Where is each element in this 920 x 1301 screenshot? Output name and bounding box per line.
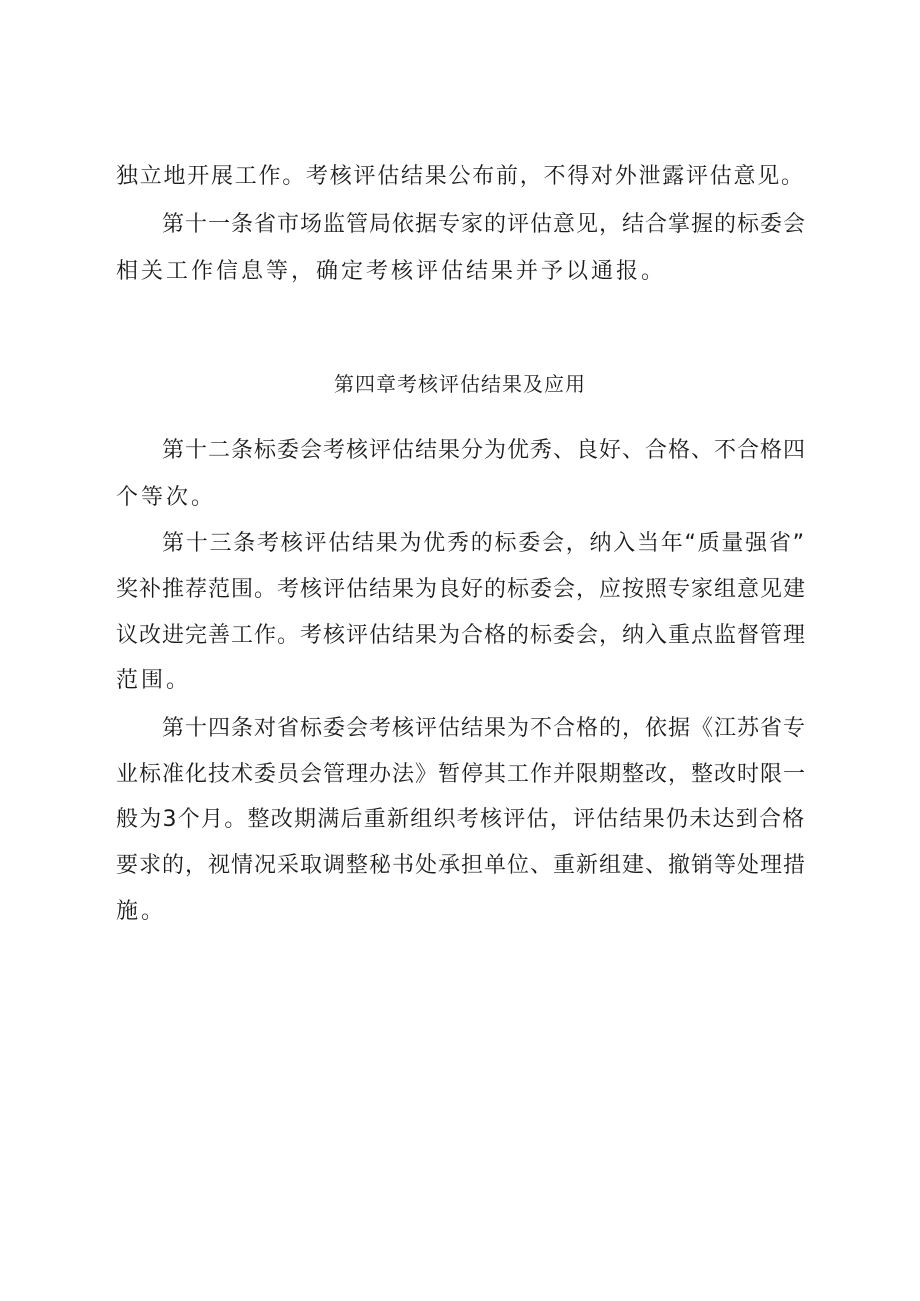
text-line-article-10-tail: 独立地开展工作。考核评估结果公布前，不得对外泄露评估意见。 — [116, 164, 805, 189]
text-line-article-14: 第十四条对省标委会考核评估结果为不合格的，依据《江苏省专 — [162, 716, 807, 741]
text-line-article-11: 第十一条省市场监管局依据专家的评估意见，结合掌握的标委会 — [162, 212, 807, 237]
text-line-article-13-cont-2: 议改进完善工作。考核评估结果为合格的标委会，纳入重点监督管理 — [116, 623, 807, 648]
text-line-article-13-cont-3: 范围。 — [116, 668, 192, 693]
text-line-article-14-cont-1: 业标准化技术委员会管理办法》暂停其工作并限期整改，整改时限一 — [116, 762, 807, 787]
text-line-article-14-cont-4: 施。 — [116, 899, 167, 924]
text-line-article-13-cont-1: 奖补推荐范围。考核评估结果为良好的标委会，应按照专家组意见建 — [116, 577, 807, 602]
text-line-article-14-cont-2: 般为3个月。整改期满后重新组织考核评估，评估结果仍未达到合格 — [116, 807, 806, 832]
text-line-article-11-cont: 相关工作信息等，确定考核评估结果并予以通报。 — [116, 259, 667, 284]
text-line-article-14-cont-3: 要求的，视情况采取调整秘书处承担单位、重新组建、撤销等处理措 — [116, 853, 807, 878]
text-line-article-12-cont: 个等次。 — [116, 485, 217, 510]
chapter-heading: 第四章考核评估结果及应用 — [334, 372, 586, 396]
text-line-article-13: 第十三条考核评估结果为优秀的标委会，纳入当年“质量强省” — [162, 531, 806, 556]
text-line-article-12: 第十二条标委会考核评估结果分为优秀、良好、合格、不合格四 — [162, 438, 807, 463]
